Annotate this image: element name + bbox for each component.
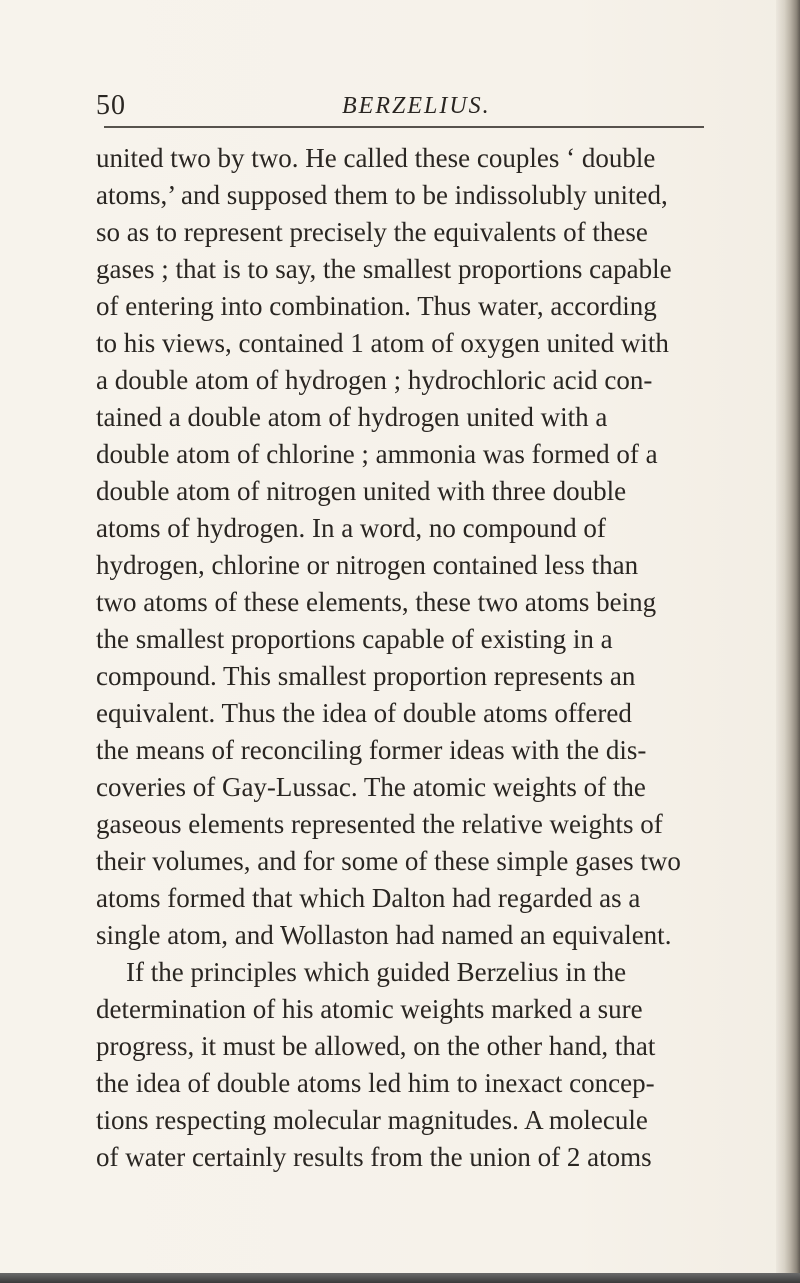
text-line: tions respecting molecular magnitudes. A molecule [96,1105,648,1135]
text-line: their volumes, and for some of these simple gases two [96,846,681,876]
header-rule [104,126,704,128]
text-line: atoms,’ and supposed them to be indissolubly united, [96,180,668,210]
text-line: atoms of hydrogen. In a word, no compound of [96,513,606,543]
text-line: determination of his atomic weights marked a sure [96,994,643,1024]
text-line: progress, it must be allowed, on the other hand, that [96,1031,656,1061]
text-line: the smallest proportions capable of existing in a [96,624,613,654]
running-head: BERZELIUS. [342,93,491,119]
text-line: a double atom of hydrogen ; hydrochloric acid con- [96,365,653,395]
text-line: compound. This smallest proportion represents an [96,661,636,691]
text-line: gaseous elements represented the relative weights of [96,809,663,839]
page-number: 50 [96,90,126,121]
text-line: so as to represent precisely the equivalents of these [96,217,648,247]
text-line: tained a double atom of hydrogen united with a [96,402,608,432]
text-line: of entering into combination. Thus water, according [96,291,657,321]
text-line: single atom, and Wollaston had named an equivalent. [96,920,672,950]
text-line: If the principles which guided Berzelius in the [126,957,627,987]
page-edge-shadow [776,0,800,1283]
text-line: coveries of Gay-Lussac. The atomic weights of the [96,772,646,802]
text-line: to his views, contained 1 atom of oxygen united with [96,328,669,358]
text-line: double atom of chlorine ; ammonia was formed of a [96,439,658,469]
text-line: hydrogen, chlorine or nitrogen contained less than [96,550,639,580]
text-line: two atoms of these elements, these two atoms being [96,587,657,617]
text-line: the idea of double atoms led him to inexact concep- [96,1068,655,1098]
text-line: of water certainly results from the union of 2 atoms [96,1142,652,1172]
text-line: gases ; that is to say, the smallest proportions capable [96,254,672,284]
text-line: united two by two. He called these couples ‘ double [96,143,656,173]
text-line: equivalent. Thus the idea of double atoms offered [96,698,632,728]
page-header [96,92,706,122]
text-line: atoms formed that which Dalton had regarded as a [96,883,641,913]
body-text [96,140,716,1176]
text-line: double atom of nitrogen united with three double [96,476,627,506]
page-bottom-edge [0,1273,800,1283]
text-line: the means of reconciling former ideas with the dis- [96,735,647,765]
